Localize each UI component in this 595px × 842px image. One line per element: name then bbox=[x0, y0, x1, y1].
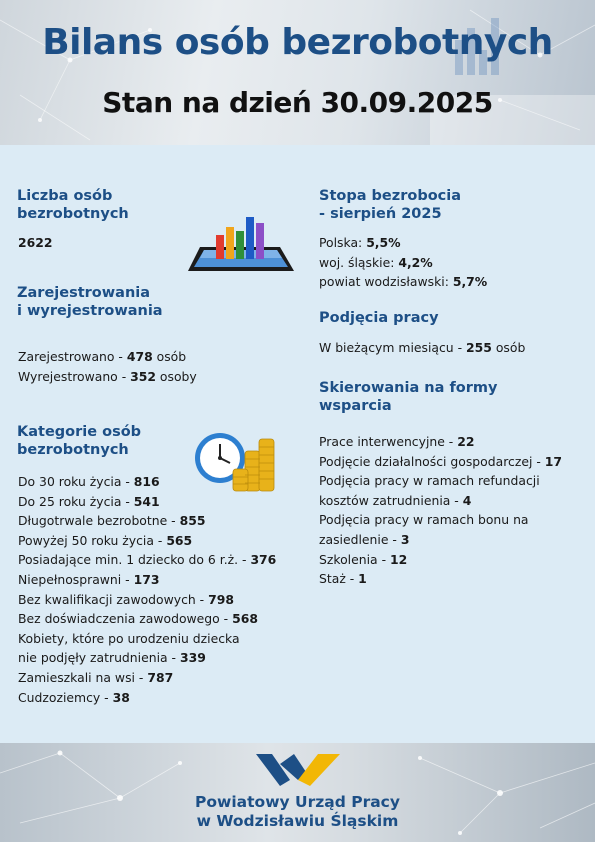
category-line: Niepełnosprawni - 173 bbox=[18, 571, 160, 587]
count-value: 2622 bbox=[18, 235, 53, 250]
category-line: nie podjęły zatrudnienia - 339 bbox=[18, 650, 206, 666]
page-subtitle: Stan na dzień 30.09.2025 bbox=[102, 86, 493, 119]
support-line: Podjęcie działalności gospodarczej - 17 bbox=[319, 453, 563, 469]
rate-line: woj. śląskie: 4,2% bbox=[319, 254, 433, 270]
category-line: Bez kwalifikacji zawodowych - 798 bbox=[18, 591, 234, 607]
page-title: Bilans osób bezrobotnych bbox=[42, 22, 553, 63]
pup-logo-icon bbox=[254, 750, 342, 790]
support-line: zasiedlenie - 3 bbox=[319, 531, 410, 547]
organization-name: Powiatowy Urząd Pracy w Wodzisławiu Śląskim bbox=[195, 793, 400, 830]
categories-list bbox=[18, 472, 276, 707]
support-line: Szkolenia - 12 bbox=[319, 551, 408, 567]
support-line: Staż - 1 bbox=[319, 571, 367, 587]
category-line: Powyżej 50 roku życia - 565 bbox=[18, 532, 193, 548]
support-line: kosztów zatrudnienia - 4 bbox=[319, 492, 472, 508]
categories-heading: Kategorie osób bezrobotnych bbox=[17, 424, 142, 458]
rate-line: powiat wodzisławski: 5,7% bbox=[319, 274, 488, 290]
page-header bbox=[0, 0, 595, 145]
category-line: Kobiety, które po urodzeniu dziecka bbox=[18, 630, 240, 646]
rate-line: Polska: 5,5% bbox=[319, 235, 401, 250]
registrations-line: Wyrejestrowano - 352 osoby bbox=[18, 368, 197, 384]
support-list bbox=[319, 432, 562, 589]
support-line: Podjęcia pracy w ramach refundacji bbox=[319, 473, 540, 489]
category-line: Bez doświadczenia zawodowego - 568 bbox=[18, 611, 258, 627]
category-line: Do 25 roku życia - 541 bbox=[18, 493, 160, 509]
rate-heading: Stopa bezrobocia - sierpień 2025 bbox=[319, 188, 462, 222]
support-line: Prace interwencyjne - 22 bbox=[319, 434, 475, 449]
count-heading: Liczba osób bezrobotnych bbox=[17, 188, 129, 222]
jobs-line: W bieżącym miesiącu - 255 osób bbox=[319, 340, 526, 355]
support-line: Podjęcia pracy w ramach bonu na bbox=[319, 512, 529, 528]
jobs-heading: Podjęcia pracy bbox=[319, 310, 439, 326]
rate-list bbox=[319, 233, 487, 292]
registrations-list bbox=[18, 347, 197, 386]
registrations-heading: Zarejestrowania i wyrejestrowania bbox=[17, 285, 163, 319]
support-heading: Skierowania na formy wsparcia bbox=[319, 380, 498, 414]
category-line: Długotrwale bezrobotne - 855 bbox=[18, 513, 206, 529]
category-line: Zamieszkali na wsi - 787 bbox=[18, 669, 174, 685]
category-line: Cudzoziemcy - 38 bbox=[18, 689, 130, 705]
category-line: Do 30 roku życia - 816 bbox=[18, 474, 160, 489]
jobs-list bbox=[319, 338, 525, 358]
tablet-chart-icon bbox=[186, 213, 296, 275]
category-line: Posiadające min. 1 dziecko do 6 r.ż. - 376 bbox=[18, 552, 277, 568]
page-footer bbox=[0, 743, 595, 842]
registrations-line: Zarejestrowano - 478 osób bbox=[18, 349, 187, 364]
